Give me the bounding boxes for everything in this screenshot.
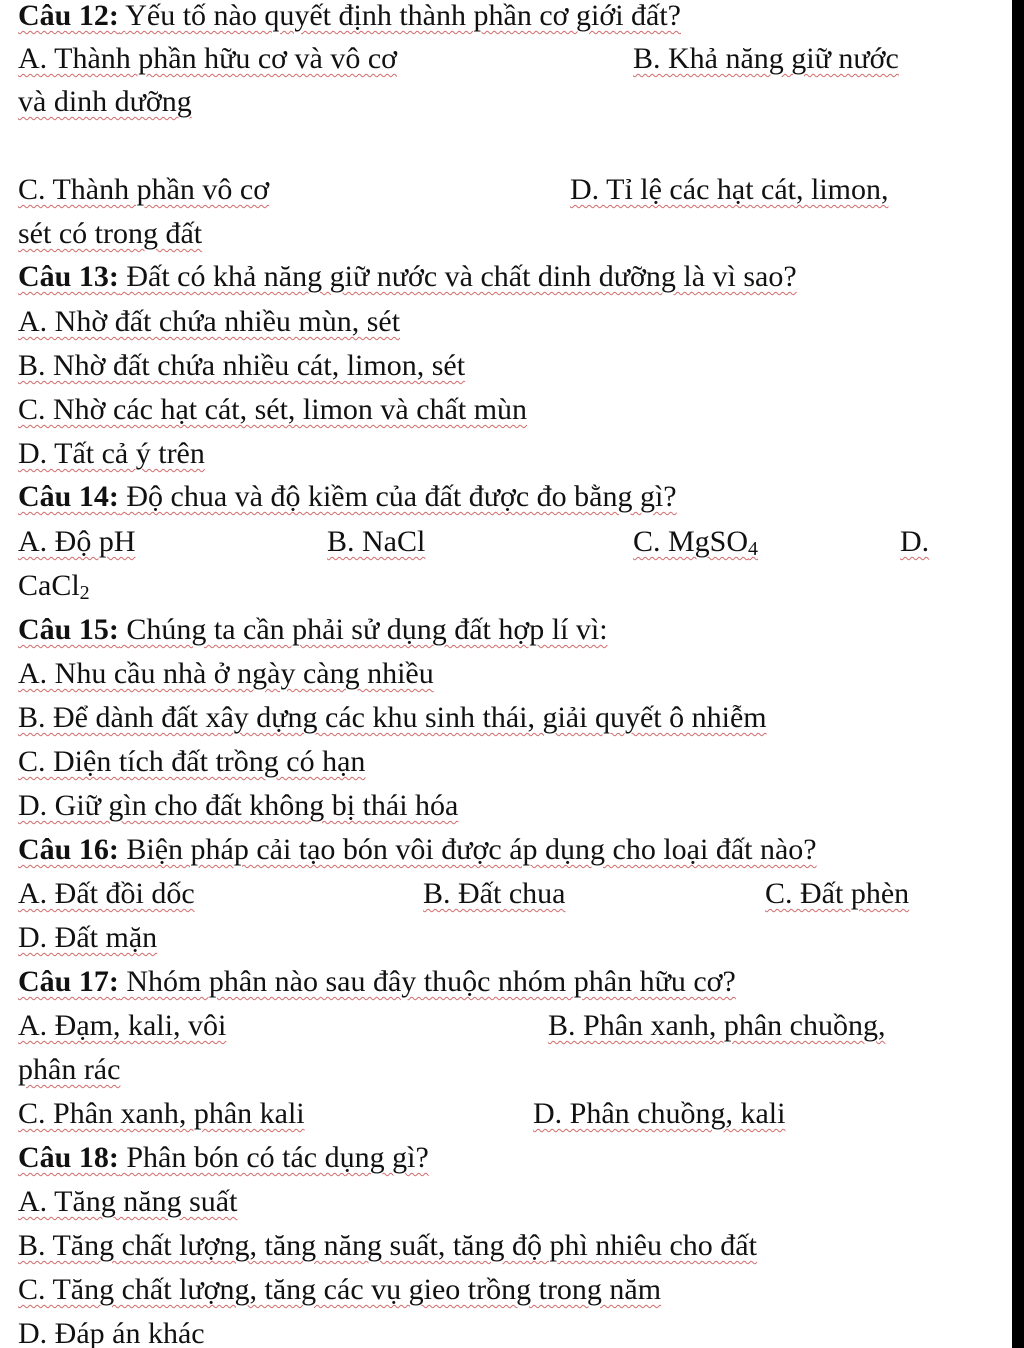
q14-option-c: [633, 524, 758, 567]
q14-option-d: D.: [900, 525, 930, 558]
question-13-label: Câu 13:: [18, 260, 119, 293]
q18-option-b: B. Tăng chất lượng, tăng năng suất, tăng độ phì nhiêu cho đất: [18, 1229, 757, 1262]
question-14: [18, 479, 998, 515]
q16-option-c: C. Đất phèn: [765, 877, 910, 910]
question-17-label: Câu 17:: [18, 965, 119, 998]
question-13: [18, 259, 998, 295]
q16-option-b: B. Đất chua: [423, 877, 566, 910]
q15-option-d: D. Giữ gìn cho đất không bị thái hóa: [18, 789, 459, 822]
q12-option-c: C. Thành phần vô cơ: [18, 173, 270, 206]
q12-option-a: A. Thành phần hữu cơ và vô cơ: [18, 42, 398, 75]
q14-option-d-formula: CaCl: [18, 569, 80, 602]
question-18-label: Câu 18:: [18, 1141, 119, 1174]
q18-option-c: C. Tăng chất lượng, tăng các vụ gieo trồng trong năm: [18, 1273, 662, 1306]
question-16-text: Biện pháp cải tạo bón vôi được áp dụng cho loại đất nào?: [126, 833, 817, 866]
question-12-text: Yếu tố nào quyết định thành phần cơ giới đất?: [125, 0, 681, 32]
question-13-text: Đất có khả năng giữ nước và chất dinh dưỡng là vì sao?: [126, 260, 797, 293]
q17-option-d: D. Phân chuồng, kali: [533, 1097, 786, 1130]
q18-option-d: D. Đáp án khác: [18, 1317, 205, 1348]
q16-option-a: A. Đất đồi dốc: [18, 877, 195, 910]
q17-option-c: C. Phân xanh, phân kali: [18, 1097, 305, 1130]
q14-option-c-subscript: 4: [748, 538, 759, 560]
question-15: [18, 612, 998, 648]
q14-option-c-formula: C. MgSO: [633, 525, 749, 558]
question-17: [18, 964, 998, 1000]
q12-option-b: B. Khả năng giữ nước: [633, 42, 899, 75]
q16-option-d: D. Đất mặn: [18, 921, 158, 954]
question-14-label: Câu 14:: [18, 480, 119, 513]
q13-option-d: D. Tất cả ý trên: [18, 437, 205, 470]
question-15-label: Câu 15:: [18, 613, 119, 646]
q13-option-c: C. Nhờ các hạt cát, sét, limon và chất mùn: [18, 393, 528, 426]
question-14-text: Độ chua và độ kiềm của đất được đo bằng gì?: [126, 480, 677, 513]
question-12-label: Câu 12:: [18, 0, 119, 32]
q17-option-b: B. Phân xanh, phân chuồng,: [548, 1009, 886, 1042]
q13-option-b: B. Nhờ đất chứa nhiều cát, limon, sét: [18, 349, 466, 382]
q12-option-d-continued: sét có trong đất: [18, 217, 203, 250]
question-17-text: Nhóm phân nào sau đây thuộc nhóm phân hữu cơ?: [126, 965, 736, 998]
q17-option-a: A. Đạm, kali, vôi: [18, 1009, 227, 1042]
question-16: [18, 832, 998, 868]
q15-option-b: B. Để dành đất xây dựng các khu sinh thái, giải quyết ô nhiễm: [18, 701, 767, 734]
q17-option-b-continued: phân rác: [18, 1053, 121, 1086]
q18-option-a: A. Tăng năng suất: [18, 1185, 238, 1218]
question-12: [18, 0, 998, 34]
q15-option-a: A. Nhu cầu nhà ở ngày càng nhiều: [18, 657, 434, 690]
question-16-label: Câu 16:: [18, 833, 119, 866]
question-18: [18, 1140, 998, 1176]
q15-option-c: C. Diện tích đất trồng có hạn: [18, 745, 366, 778]
question-15-text: Chúng ta cần phải sử dụng đất hợp lí vì:: [126, 613, 608, 646]
q12-option-b-continued: và dinh dưỡng: [18, 85, 192, 118]
q12-option-d: D. Tỉ lệ các hạt cát, limon,: [570, 173, 889, 206]
q14-option-a: A. Độ pH: [18, 525, 136, 558]
q14-option-b: B. NaCl: [327, 525, 426, 558]
q13-option-a: A. Nhờ đất chứa nhiều mùn, sét: [18, 305, 401, 338]
question-18-text: Phân bón có tác dụng gì?: [126, 1141, 429, 1174]
q14-option-d-continued: [18, 568, 90, 611]
q14-option-d-subscript: 2: [79, 582, 90, 604]
